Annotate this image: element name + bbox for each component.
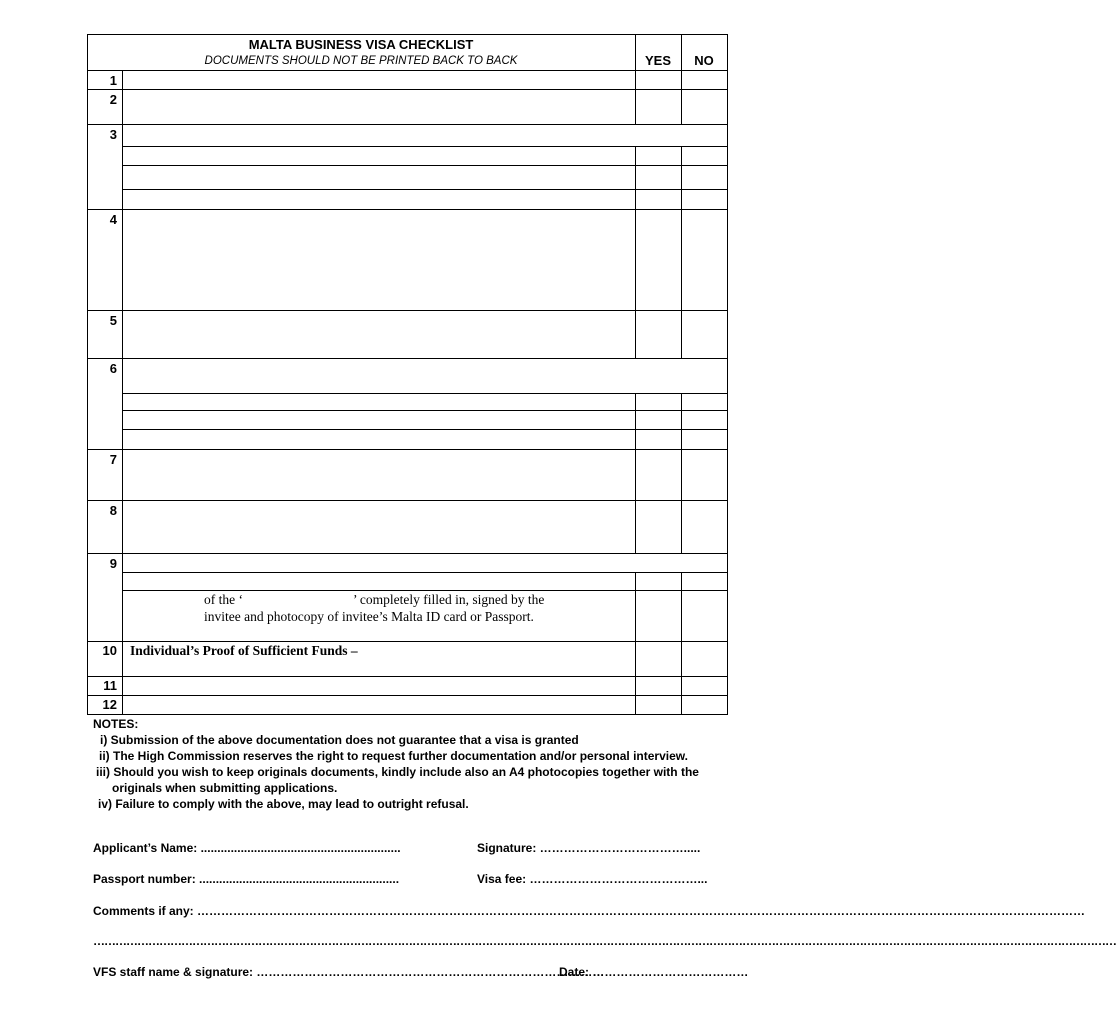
no-column-line <box>681 393 682 554</box>
visa-fee-field[interactable]: Visa fee: ……………………………………... <box>477 872 708 886</box>
yes-column-line <box>635 34 636 124</box>
subrow-line <box>122 429 728 430</box>
row-number: 10 <box>102 643 117 658</box>
row9-text-part-a: of the ‘ <box>204 592 243 607</box>
row-line <box>87 695 728 696</box>
subrow-line <box>122 393 728 394</box>
no-column-line <box>681 146 682 359</box>
row9-text-part-b: ’ completely filled in, signed by the <box>352 592 545 607</box>
row-line <box>87 124 728 125</box>
row-line <box>87 553 728 554</box>
note-item: ii) The High Commission reserves the right to request further documentation and/or personal interview. <box>99 749 688 763</box>
row-number: 7 <box>109 452 117 467</box>
row-number: 6 <box>109 361 117 376</box>
row-number: 1 <box>109 73 117 88</box>
row10-text: Individual’s Proof of Sufficient Funds – <box>130 643 358 658</box>
no-column-line <box>681 572 682 715</box>
row9-text-line2: invitee and photocopy of invitee’s Malta ID card or Passport. <box>204 609 534 624</box>
note-item: iii) Should you wish to keep originals documents, kindly include also an A4 photocopies together with the <box>96 765 699 779</box>
date-field[interactable]: Date: ………………………………… <box>559 965 749 979</box>
vfs-staff-field[interactable]: VFS staff name & signature: …………………………………………………………………………… <box>93 965 605 979</box>
row-number: 4 <box>109 212 117 227</box>
row-line <box>87 500 728 501</box>
note-item: iv) Failure to comply with the above, may lead to outright refusal. <box>98 797 469 811</box>
row9-text-line1 <box>204 591 544 608</box>
notes-heading: NOTES: <box>93 717 139 731</box>
yes-column-header: YES <box>644 53 671 68</box>
row-line <box>87 358 728 359</box>
passport-number-field[interactable]: Passport number: ............................................................ <box>93 872 400 886</box>
row-line <box>87 449 728 450</box>
no-column-line <box>681 34 682 124</box>
row-line <box>87 310 728 311</box>
signature-field[interactable]: Signature: ………………………………..... <box>477 841 701 855</box>
applicant-name-field[interactable]: Applicant’s Name: ............................................................ <box>93 841 401 855</box>
table-border-top <box>87 34 728 35</box>
yes-column-line <box>635 393 636 554</box>
checklist-subtitle: DOCUMENTS SHOULD NOT BE PRINTED BACK TO BACK <box>204 55 518 67</box>
row-number: 5 <box>109 313 117 328</box>
row-number: 3 <box>109 127 117 142</box>
table-border-bottom <box>87 714 728 715</box>
row-line <box>87 70 728 71</box>
subrow-line <box>122 146 728 147</box>
comments-field-line2[interactable]: ……………………………………………………………………………………………………………………………………………………………………………………………………………………………………………………… <box>93 934 1116 948</box>
no-column-header: NO <box>694 53 714 68</box>
yes-column-line <box>635 146 636 359</box>
row-line <box>87 89 728 90</box>
subrow-line <box>122 410 728 411</box>
row-line <box>87 676 728 677</box>
row-number: 11 <box>103 678 117 693</box>
table-border-right <box>727 34 728 715</box>
note-item-continued: originals when submitting applications. <box>112 781 338 795</box>
yes-column-line <box>635 572 636 715</box>
comments-field[interactable]: Comments if any: …………………………………………………………………………………………………………………………………………………………………………………………………… <box>93 904 1086 918</box>
subrow-line <box>122 572 728 573</box>
subrow-line <box>122 189 728 190</box>
row-number: 9 <box>109 556 117 571</box>
row-number: 8 <box>109 503 117 518</box>
row-number: 12 <box>102 697 117 712</box>
row-number: 2 <box>109 92 117 107</box>
note-item: i) Submission of the above documentation does not guarantee that a visa is granted <box>100 733 579 747</box>
row-line <box>87 209 728 210</box>
subrow-line <box>122 165 728 166</box>
checklist-title: MALTA BUSINESS VISA CHECKLIST <box>248 37 474 52</box>
